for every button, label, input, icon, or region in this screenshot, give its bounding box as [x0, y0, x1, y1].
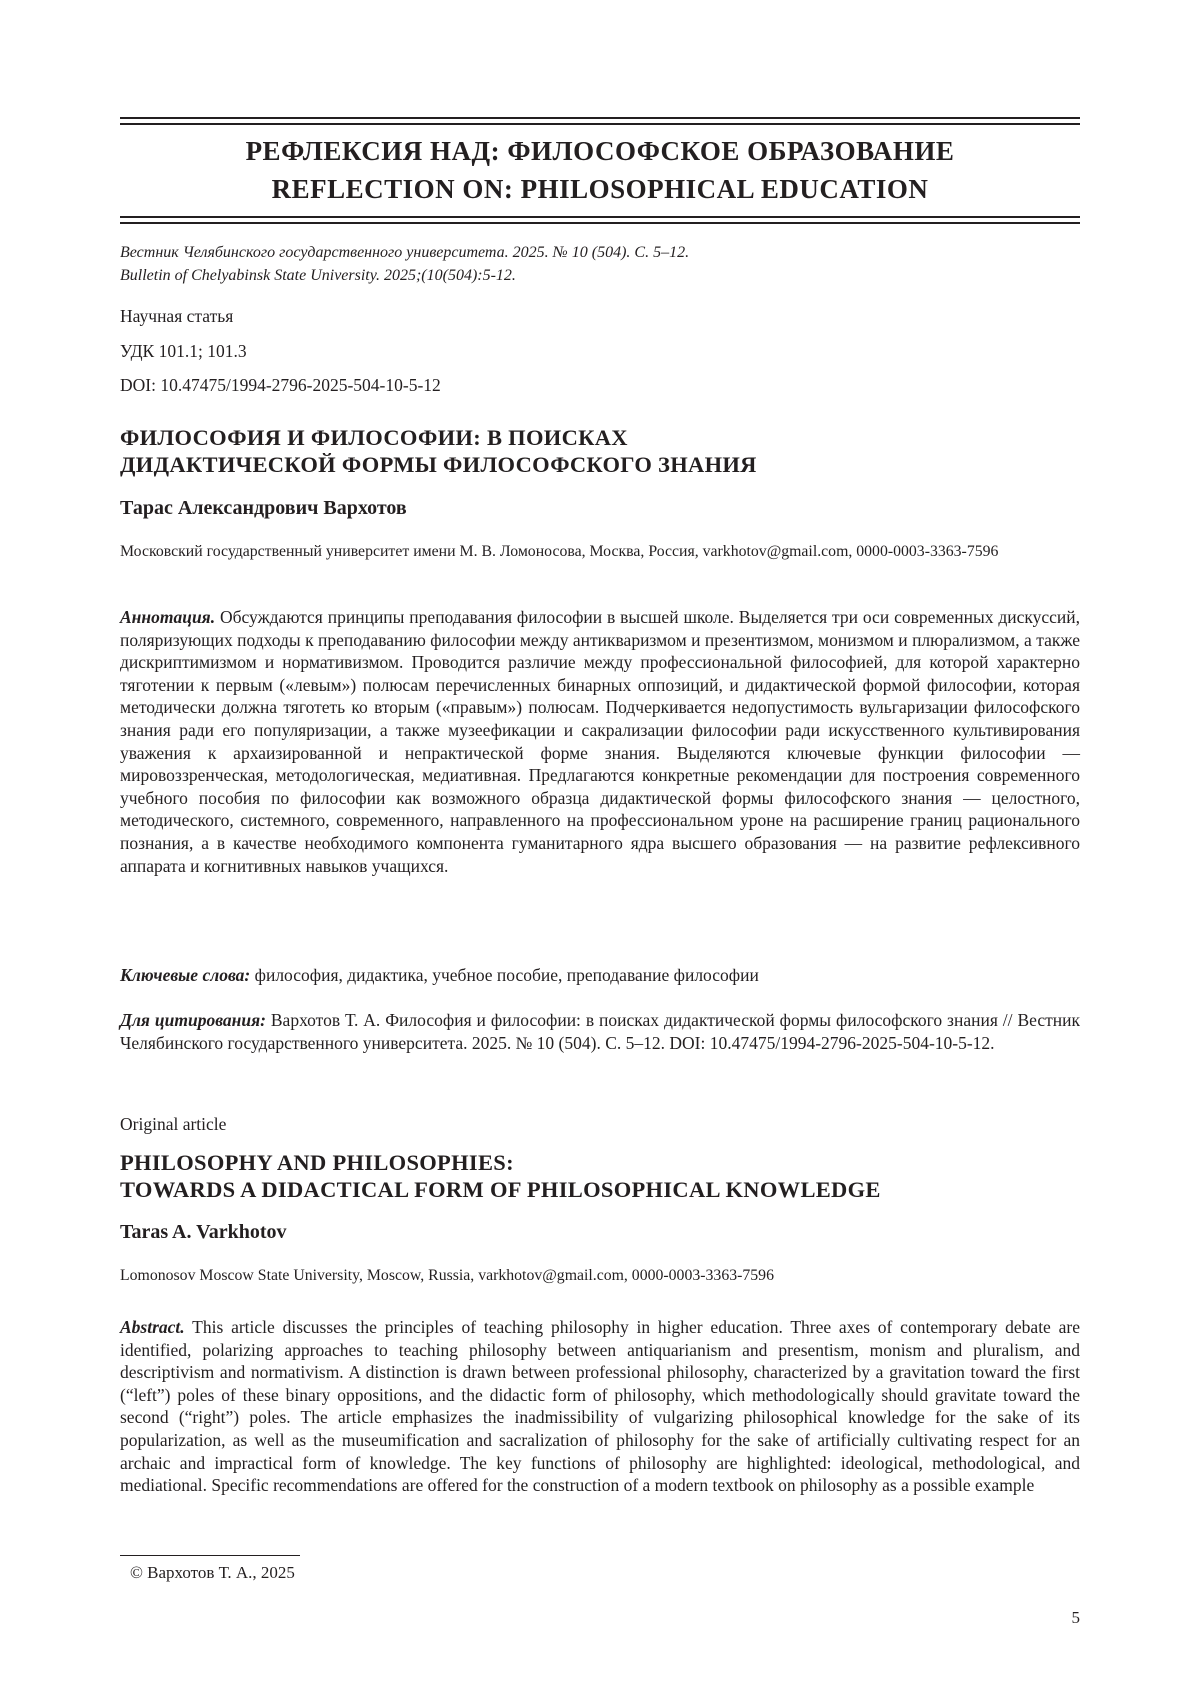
author-en: Taras A. Varkhotov	[120, 1221, 287, 1243]
header-rule-bottom-2	[120, 222, 1080, 224]
article-type-en: Original article	[120, 1114, 227, 1134]
doi: DOI: 10.47475/1994-2796-2025-504-10-5-12	[120, 375, 441, 395]
article-title-ru-line2: ДИДАКТИЧЕСКОЙ ФОРМЫ ФИЛОСОФСКОГО ЗНАНИЯ	[120, 452, 757, 477]
author-ru: Тарас Александрович Вархотов	[120, 497, 407, 519]
article-type-ru: Научная статья	[120, 306, 234, 326]
keywords-ru-label: Ключевые слова:	[120, 965, 251, 985]
abstract-ru	[120, 606, 1080, 877]
abstract-ru-text: Обсуждаются принципы преподавания философии в высшей школе. Выделяется три оси современных дискуссий, поляризующих подходы к преподаванию философии между антикваризмом и презентизмом, монизмом и плюрализмом, а также дискриптимизмом и нормативизмом. Проводится различие между профессиональной философией, для которой характерно тяготении к первым («левым») полюсам перечисленных бинарных оппозиций, и дидактической формой философии, которая методически должна тяготеть ко вторым («правым») полюсам. Подчеркивается недопустимость вульгаризации философского знания ради его популяризации, а также музеефикации и сакрализации философии ради искусственного культивирования уважения к архаизированной и непрактической форме знания. Выделяются ключевые функции философии — мировоззренческая, методологическая, медиативная. Предлагаются конкретные рекомендации для построения современного учебного пособия по философии как возможного образца дидактической формы философского знания — целостного, методического, системного, современного, направленного на профессиональном уроне на расширение границ рационального познания, а в качестве необходимого компонента гуманитарного ядра высшего образования — на развитие рефлексивного аппарата и когнитивных навыков учащихся.	[120, 607, 1081, 876]
udc-code: УДК 101.1; 101.3	[120, 341, 247, 361]
page-number: 5	[1071, 1608, 1080, 1627]
abstract-en-text: This article discusses the principles of teaching philosophy in higher education. Three axes of contemporary debate are identified, polarizing approaches to teaching philosophy between antiquarianism and presentism, monism and pluralism, and descriptivism and normativism. A distinction is drawn between professional philosophy, characterized by a gravitation toward the first (“left”) poles of these binary oppositions, and the didactic form of philosophy, which methodologically should gravitate toward the second (“right”) poles. The article emphasizes the inadmissibility of vulgarizing philosophical knowledge for the sake of its popularization, as well as the museumification and sacralization of philosophy for the sake of artificially cultivating respect for an archaic and impractical form of knowledge. The key functions of philosophy are highlighted: ideological, methodological, and mediational. Specific recommendations are offered for the construction of a modern textbook on philosophy as a possible example	[120, 1317, 1080, 1496]
keywords-ru-text: философия, дидактика, учебное пособие, преподавание философии	[254, 965, 759, 985]
header-rule-top-2	[120, 123, 1080, 125]
citation-ru-text: Вархотов Т. А. Философия и философии: в поисках дидактической формы философского знания // Вестник Челябинского государственного университета. 2025. № 10 (504). С. 5–12. DOI: 10.47475/1994-2796-2025-504-10-5-12.	[120, 1010, 1080, 1053]
abstract-ru-label: Аннотация.	[120, 607, 216, 627]
abstract-en-label: Abstract.	[120, 1317, 185, 1337]
citation-ru	[120, 1009, 1080, 1054]
keywords-ru	[120, 964, 1080, 987]
citation-ru-label: Для цитирования:	[120, 1010, 266, 1030]
article-title-en-line2: TOWARDS A DIDACTICAL FORM OF PHILOSOPHICAL KNOWLEDGE	[120, 1177, 881, 1202]
header-rule-top-1	[120, 117, 1080, 119]
copyright-footnote: © Вархотов Т. А., 2025	[130, 1563, 295, 1582]
abstract-en	[120, 1316, 1080, 1497]
section-title-ru: РЕФЛЕКСИЯ НАД: ФИЛОСОФСКОЕ ОБРАЗОВАНИЕ	[245, 136, 955, 166]
journal-reference-ru: Вестник Челябинского государственного университета. 2025. № 10 (504). С. 5–12.	[120, 244, 690, 261]
section-title-en: REFLECTION ON: PHILOSOPHICAL EDUCATION	[271, 174, 929, 204]
footnote-rule	[120, 1555, 300, 1556]
article-title-en-line1: PHILOSOPHY AND PHILOSOPHIES:	[120, 1150, 514, 1175]
journal-reference-en: Bulletin of Chelyabinsk State University. 2025;(10(504):5-12.	[120, 267, 516, 284]
affiliation-en: Lomonosov Moscow State University, Moscow, Russia, varkhotov@gmail.com, 0000-0003-3363-7596	[120, 1267, 774, 1284]
article-title-ru-line1: ФИЛОСОФИЯ И ФИЛОСОФИИ: В ПОИСКАХ	[120, 425, 628, 450]
affiliation-ru: Московский государственный университет имени М. В. Ломоносова, Москва, Россия, varkhotov@gmail.com, 0000-0003-3363-7596	[120, 543, 999, 560]
article-title-ru	[120, 424, 1080, 478]
article-title-en	[120, 1149, 1080, 1203]
header-rule-bottom-1	[120, 216, 1080, 218]
